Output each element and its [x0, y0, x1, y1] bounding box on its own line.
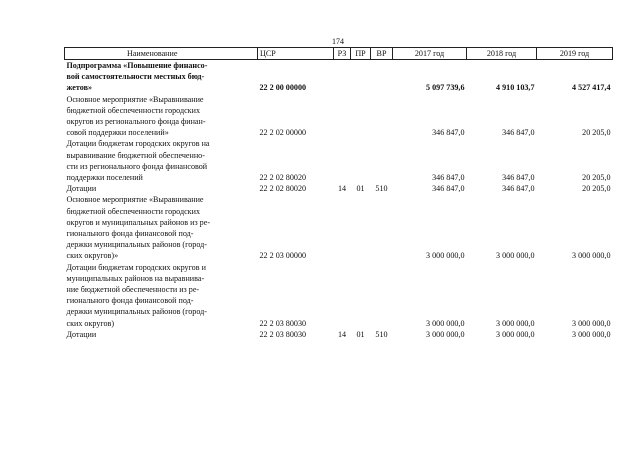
row-amount-2017: 3 000 000,0	[426, 329, 465, 339]
row-name-line: Дотации	[66, 184, 97, 194]
row-amount-2019: 3 000 000,0	[572, 251, 611, 261]
row-pr: 01	[356, 329, 365, 339]
header-2019: 2019 год	[537, 48, 613, 60]
row-name-line: округов и муниципальных районов из ре-	[66, 217, 211, 227]
row-name-line: бюджетной обеспеченности городских	[66, 105, 200, 115]
row-amount-2019: 3 000 000,0	[572, 318, 611, 328]
row-amount-2017: 3 000 000,0	[426, 251, 465, 261]
row-csr: 22 2 03 80030	[259, 329, 307, 339]
row-name-line: Основное мероприятие «Выравнивание	[66, 94, 204, 104]
table-row	[65, 262, 613, 329]
row-rz: 14	[337, 184, 347, 194]
row-pr: 01	[356, 184, 365, 194]
row-amount-2018: 3 000 000,0	[496, 251, 535, 261]
row-amount-2017: 5 097 739,6	[426, 83, 465, 93]
row-amount-2017: 346 847,0	[432, 184, 465, 194]
row-vr	[371, 60, 393, 94]
row-rz	[334, 138, 351, 183]
row-name-line: гионального фонда финансовой под-	[66, 296, 194, 306]
row-name-line: Дотации бюджетам городских округов и	[66, 262, 206, 272]
row-name-line: вой самостоятельности местных бюд-	[66, 72, 205, 82]
row-amount-2018: 346 847,0	[502, 184, 535, 194]
row-name-line: Подпрограмма «Повышение финансо-	[66, 61, 208, 70]
row-name-line: Дотации	[66, 329, 97, 339]
row-amount-2019: 20 205,0	[582, 184, 611, 194]
table-row	[65, 329, 613, 340]
row-amount-2019: 4 527 417,4	[572, 83, 611, 93]
row-amount-2018: 346 847,0	[502, 173, 535, 183]
table-body	[65, 60, 613, 341]
row-amount-2018: 4 910 103,7	[496, 83, 535, 93]
row-name	[65, 94, 258, 139]
row-name-line: гионального фонда финансовой под-	[66, 229, 194, 239]
row-name-line: муниципальных районов на выравнива-	[66, 273, 205, 283]
table-row	[65, 94, 613, 139]
table-row	[65, 60, 613, 94]
table-row	[65, 194, 613, 261]
row-pr	[351, 138, 371, 183]
row-amount-2019: 20 205,0	[582, 173, 611, 183]
row-vr	[371, 262, 393, 329]
row-csr: 22 2 02 80020	[259, 184, 307, 194]
row-csr: 22 2 02 80020	[259, 173, 307, 183]
row-name-line: ских округов)	[66, 318, 115, 328]
table-row	[65, 138, 613, 183]
header-name: Наименование	[65, 48, 258, 60]
table-header	[65, 48, 613, 60]
row-rz: 14	[337, 329, 347, 339]
row-vr	[371, 94, 393, 139]
row-name-line: жетов»	[66, 83, 92, 93]
row-rz	[334, 94, 351, 139]
row-name	[65, 138, 258, 183]
row-name-line: выравнивание бюджетной обеспеченно-	[66, 150, 205, 160]
header-2018: 2018 год	[467, 48, 537, 60]
page-number: 174	[332, 37, 344, 46]
row-name-line: совой поддержки поселений»	[66, 128, 169, 138]
header-csr: ЦСР	[258, 48, 334, 60]
row-name-line: Основное мероприятие «Выравнивание	[66, 195, 204, 205]
row-rz	[334, 194, 351, 261]
row-name-line: держки муниципальных районов (город-	[66, 240, 207, 250]
row-name-line: поддержки поселений	[66, 173, 143, 183]
header-vr: ВР	[371, 48, 393, 60]
row-name-line: ние бюджетной обеспеченности из ре-	[66, 285, 200, 295]
row-name-line: ских округов)»	[66, 251, 119, 261]
row-vr	[371, 138, 393, 183]
row-name-line: округов из регионального фонда финан-	[66, 117, 206, 127]
row-csr: 22 2 03 00000	[259, 251, 307, 261]
row-name-line: держки муниципальных районов (город-	[66, 307, 207, 317]
row-name	[65, 194, 258, 261]
row-csr: 22 2 00 00000	[259, 83, 307, 93]
header-rz: РЗ	[334, 48, 351, 60]
row-csr: 22 2 02 00000	[259, 128, 307, 138]
row-name-line: бюджетной обеспеченности городских	[66, 206, 200, 216]
row-vr	[371, 194, 393, 261]
row-name-line: Дотации бюджетам городских округов на	[66, 139, 210, 149]
row-name	[65, 183, 258, 194]
row-amount-2018: 346 847,0	[502, 128, 535, 138]
row-rz	[334, 60, 351, 94]
row-amount-2019: 20 205,0	[582, 128, 611, 138]
row-pr	[351, 60, 371, 94]
header-2017: 2017 год	[393, 48, 467, 60]
row-csr: 22 2 03 80030	[259, 318, 307, 328]
row-pr	[351, 262, 371, 329]
row-amount-2017: 3 000 000,0	[426, 318, 465, 328]
row-pr	[351, 194, 371, 261]
row-name	[65, 262, 258, 329]
table-row	[65, 183, 613, 194]
row-pr	[351, 94, 371, 139]
header-pr: ПР	[351, 48, 371, 60]
row-amount-2018: 3 000 000,0	[496, 318, 535, 328]
row-name	[65, 60, 258, 94]
budget-table	[64, 47, 613, 340]
row-vr: 510	[375, 329, 388, 339]
row-amount-2017: 346 847,0	[432, 128, 465, 138]
row-rz	[334, 262, 351, 329]
row-amount-2017: 346 847,0	[432, 173, 465, 183]
row-amount-2018: 3 000 000,0	[496, 329, 535, 339]
row-vr: 510	[375, 184, 388, 194]
row-name-line: сти из регионального фонда финансовой	[66, 161, 208, 171]
row-name	[65, 329, 258, 340]
row-amount-2019: 3 000 000,0	[572, 329, 611, 339]
